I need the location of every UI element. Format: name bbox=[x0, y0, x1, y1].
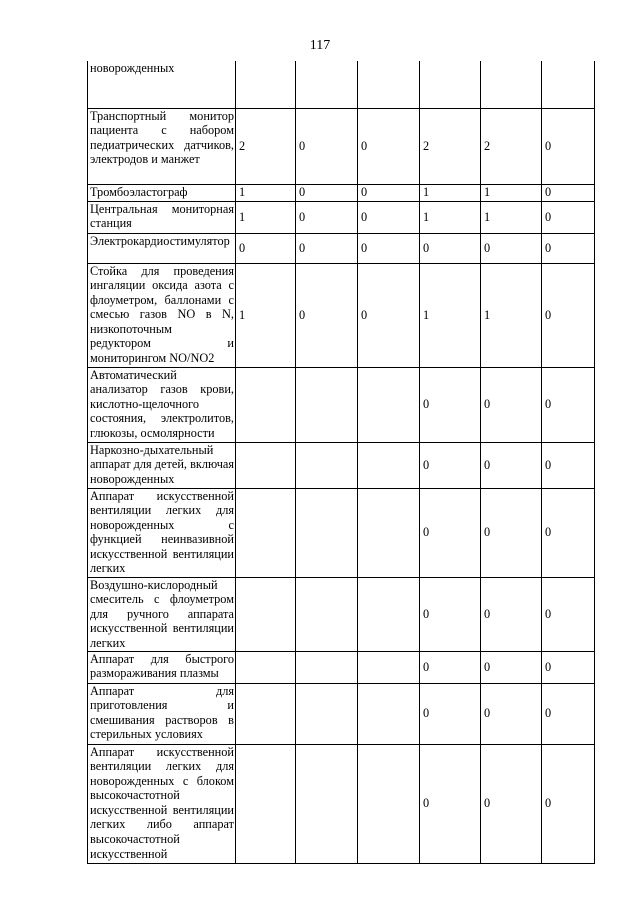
value-cell: 0 bbox=[542, 442, 595, 488]
value-cell: 0 bbox=[420, 442, 481, 488]
value-cell: 0 bbox=[236, 233, 296, 263]
value-cell: 0 bbox=[296, 184, 358, 201]
value-cell: 0 bbox=[358, 201, 420, 233]
equipment-table bbox=[87, 61, 595, 864]
value-cell: 0 bbox=[481, 367, 542, 442]
value-cell: 1 bbox=[236, 184, 296, 201]
value-cell bbox=[296, 651, 358, 683]
value-cell: 0 bbox=[542, 108, 595, 184]
table-row bbox=[88, 442, 595, 488]
value-cell bbox=[296, 61, 358, 108]
equipment-name: Электрокардиостимулятор bbox=[88, 233, 236, 263]
value-cell bbox=[236, 61, 296, 108]
value-cell bbox=[296, 577, 358, 651]
value-cell: 2 bbox=[481, 108, 542, 184]
value-cell: 0 bbox=[542, 367, 595, 442]
page-number: 117 bbox=[309, 38, 331, 53]
value-cell bbox=[481, 61, 542, 108]
value-cell: 2 bbox=[420, 108, 481, 184]
equipment-name: Аппарат для быстрого размораживания плазмы bbox=[88, 651, 236, 683]
value-cell: 0 bbox=[481, 577, 542, 651]
table-row bbox=[88, 367, 595, 442]
value-cell: 1 bbox=[420, 184, 481, 201]
equipment-name: Воздушно-кислородный смеситель с флоуметром для ручного аппарата искусственной вентиляции легких bbox=[88, 577, 236, 651]
value-cell: 0 bbox=[420, 233, 481, 263]
value-cell: 0 bbox=[296, 233, 358, 263]
value-cell: 0 bbox=[296, 201, 358, 233]
value-cell: 0 bbox=[296, 263, 358, 367]
value-cell bbox=[358, 61, 420, 108]
value-cell bbox=[296, 442, 358, 488]
table-row bbox=[88, 184, 595, 201]
equipment-name: Тромбоэластограф bbox=[88, 184, 236, 201]
table-row bbox=[88, 651, 595, 683]
equipment-name: Стойка для проведения ингаляции оксида азота с флоуметром, баллонами с смесью газов NO в N, низкопоточным редуктором и мониторингом NO/NO2 bbox=[88, 263, 236, 367]
equipment-name: Наркозно-дыхательный аппарат для детей, включая новорожденных bbox=[88, 442, 236, 488]
value-cell: 1 bbox=[481, 184, 542, 201]
value-cell bbox=[236, 442, 296, 488]
table-row bbox=[88, 263, 595, 367]
value-cell bbox=[296, 488, 358, 577]
value-cell: 0 bbox=[420, 651, 481, 683]
value-cell bbox=[358, 442, 420, 488]
value-cell bbox=[358, 577, 420, 651]
value-cell bbox=[236, 651, 296, 683]
value-cell bbox=[236, 744, 296, 863]
value-cell: 0 bbox=[420, 488, 481, 577]
value-cell bbox=[296, 744, 358, 863]
value-cell: 0 bbox=[420, 683, 481, 744]
value-cell: 0 bbox=[542, 577, 595, 651]
value-cell: 0 bbox=[296, 108, 358, 184]
equipment-name: Центральная мониторная станция bbox=[88, 201, 236, 233]
equipment-name: Автоматический анализатор газов крови, кислотно-щелочного состояния, электролитов, глюкозы, осмолярности bbox=[88, 367, 236, 442]
table-row bbox=[88, 577, 595, 651]
value-cell: 1 bbox=[481, 263, 542, 367]
value-cell: 1 bbox=[420, 263, 481, 367]
value-cell: 0 bbox=[358, 233, 420, 263]
value-cell: 0 bbox=[542, 651, 595, 683]
value-cell bbox=[236, 488, 296, 577]
table-row bbox=[88, 683, 595, 744]
value-cell bbox=[358, 744, 420, 863]
value-cell: 0 bbox=[542, 683, 595, 744]
value-cell bbox=[358, 651, 420, 683]
value-cell: 0 bbox=[358, 108, 420, 184]
value-cell: 0 bbox=[358, 184, 420, 201]
value-cell: 0 bbox=[542, 488, 595, 577]
value-cell bbox=[420, 61, 481, 108]
value-cell: 1 bbox=[420, 201, 481, 233]
value-cell: 0 bbox=[542, 233, 595, 263]
value-cell bbox=[358, 367, 420, 442]
value-cell: 0 bbox=[481, 233, 542, 263]
value-cell bbox=[358, 683, 420, 744]
value-cell bbox=[236, 367, 296, 442]
value-cell bbox=[358, 488, 420, 577]
value-cell: 0 bbox=[481, 488, 542, 577]
table-row bbox=[88, 61, 595, 108]
table-row bbox=[88, 233, 595, 263]
value-cell: 1 bbox=[236, 263, 296, 367]
value-cell bbox=[296, 367, 358, 442]
value-cell: 0 bbox=[420, 744, 481, 863]
equipment-name: Аппарат искусственной вентиляции легких для новорожденных с функцией неинвазивной искусственной вентиляции легких bbox=[88, 488, 236, 577]
value-cell bbox=[296, 683, 358, 744]
value-cell bbox=[236, 577, 296, 651]
value-cell: 0 bbox=[542, 744, 595, 863]
value-cell bbox=[542, 61, 595, 108]
table-row bbox=[88, 108, 595, 184]
equipment-name: новорожденных bbox=[88, 61, 236, 108]
table-row bbox=[88, 488, 595, 577]
value-cell: 0 bbox=[481, 683, 542, 744]
value-cell: 0 bbox=[358, 263, 420, 367]
value-cell: 0 bbox=[542, 184, 595, 201]
value-cell: 0 bbox=[481, 744, 542, 863]
value-cell: 0 bbox=[542, 263, 595, 367]
table-row bbox=[88, 744, 595, 863]
value-cell: 0 bbox=[481, 442, 542, 488]
value-cell: 0 bbox=[420, 577, 481, 651]
value-cell: 1 bbox=[236, 201, 296, 233]
value-cell: 1 bbox=[481, 201, 542, 233]
equipment-name: Аппарат искусственной вентиляции легких для новорожденных с блоком высокочастотной искусственной вентиляции легких либо аппарат высокочастотной искусственной bbox=[88, 744, 236, 863]
table-row bbox=[88, 201, 595, 233]
value-cell: 0 bbox=[481, 651, 542, 683]
value-cell: 2 bbox=[236, 108, 296, 184]
value-cell bbox=[236, 683, 296, 744]
value-cell: 0 bbox=[420, 367, 481, 442]
value-cell: 0 bbox=[542, 201, 595, 233]
equipment-name: Транспортный монитор пациента с набором педиатрических датчиков, электродов и манжет bbox=[88, 108, 236, 184]
equipment-name: Аппарат для приготовления и смешивания растворов в стерильных условиях bbox=[88, 683, 236, 744]
